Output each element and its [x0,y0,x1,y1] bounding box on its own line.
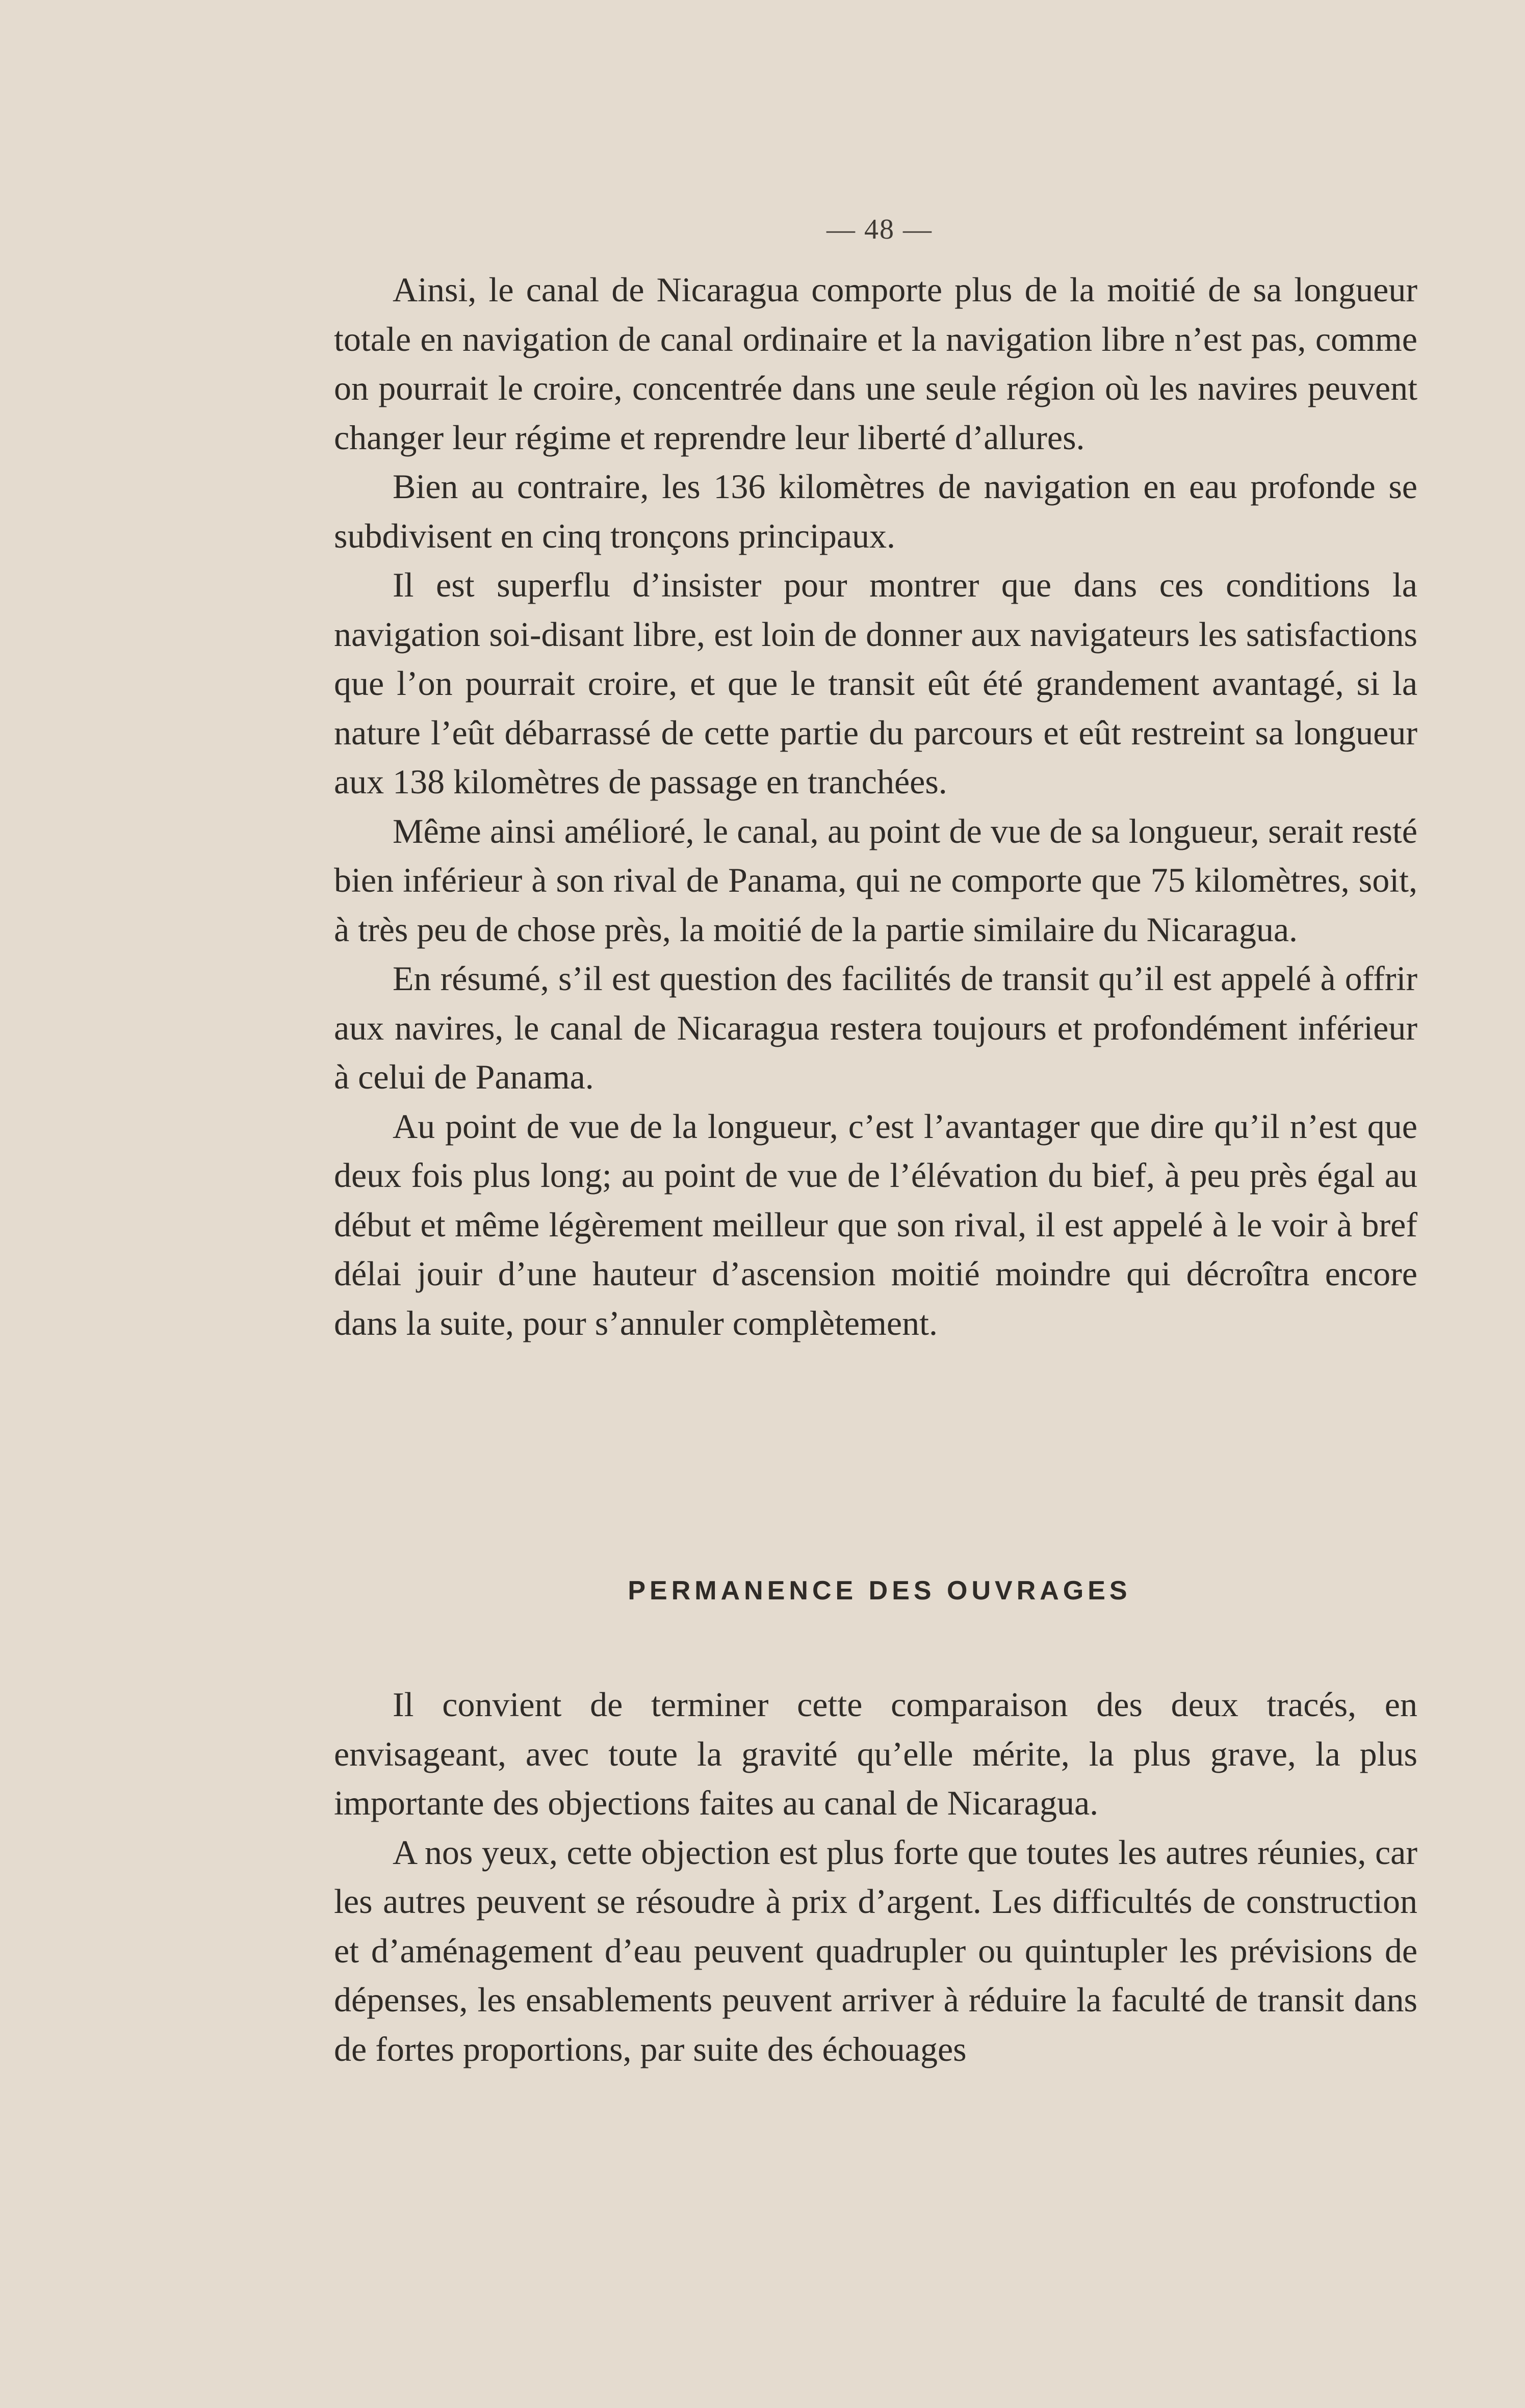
paragraph: Même ainsi amélioré, le canal, au point de vue de sa longueur, serait resté bien inférieur à son rival de Panama, qui ne comporte que 75 kilomètres, soit, à très peu de chose près, la moitié de la partie similaire du Nicaragua. [334,811,1417,949]
paragraph: Au point de vue de la longueur, c’est l’avantager que dire qu’il n’est que deux fois plus long; au point de vue de l’élévation du bief, à peu près égal au début et même légèrement meilleur que son rival, il est appelé à le voir à bref délai jouir d’une hauteur d’ascension moitié moindre qui décroîtra encore dans la suite, pour s’annuler complètement. [334,1106,1417,1342]
paragraph: A nos yeux, cette objection est plus forte que toutes les autres réunies, car les autres peuvent se résoudre à prix d’argent. Les difficultés de construction et d’aménagement d’eau peuvent quadrupler ou quintupler les prévisions de dépenses, les ensablements peuvent arriver à réduire la faculté de transit dans de fortes proportions, par suite des échouages [334,1832,1417,2068]
paragraph: En résumé, s’il est question des facilités de transit qu’il est appelé à offrir aux navires, le canal de Nicaragua restera toujours et profondément inférieur à celui de Panama. [334,959,1417,1096]
paragraph: Il convient de terminer cette comparaison des deux tracés, en envisageant, avec toute la gravité qu’elle mérite, la plus grave, la plus importante des objections faites au canal de Nicaragua. [334,1685,1417,1822]
page-number: — 48 — [826,214,933,245]
paragraph: Bien au contraire, les 136 kilomètres de navigation en eau profonde se subdivisent en cinq tronçons principaux. [334,467,1417,555]
body-text-section-2 [334,1680,1417,2074]
paragraph: Il est superflu d’insister pour montrer que dans ces conditions la navigation soi-disant libre, est loin de donner aux navigateurs les satisfactions que l’on pourrait croire, et que le transit eût été grandement avantagé, si la nature l’eût débarrassé de cette partie du parcours et eût restreint sa longueur aux 138 kilomètres de passage en tranchées. [334,565,1417,801]
section-heading: PERMANENCE DES OUVRAGES [628,1576,1131,1606]
paragraph: Ainsi, le canal de Nicaragua comporte plus de la moitié de sa longueur totale en navigation de canal ordinaire et la navigation libre n’est pas, comme on pourrait le croire, concentrée dans une seule région où les navires peuvent changer leur régime et reprendre leur liberté d’allures. [334,270,1417,457]
body-text-section-1 [334,265,1417,1348]
